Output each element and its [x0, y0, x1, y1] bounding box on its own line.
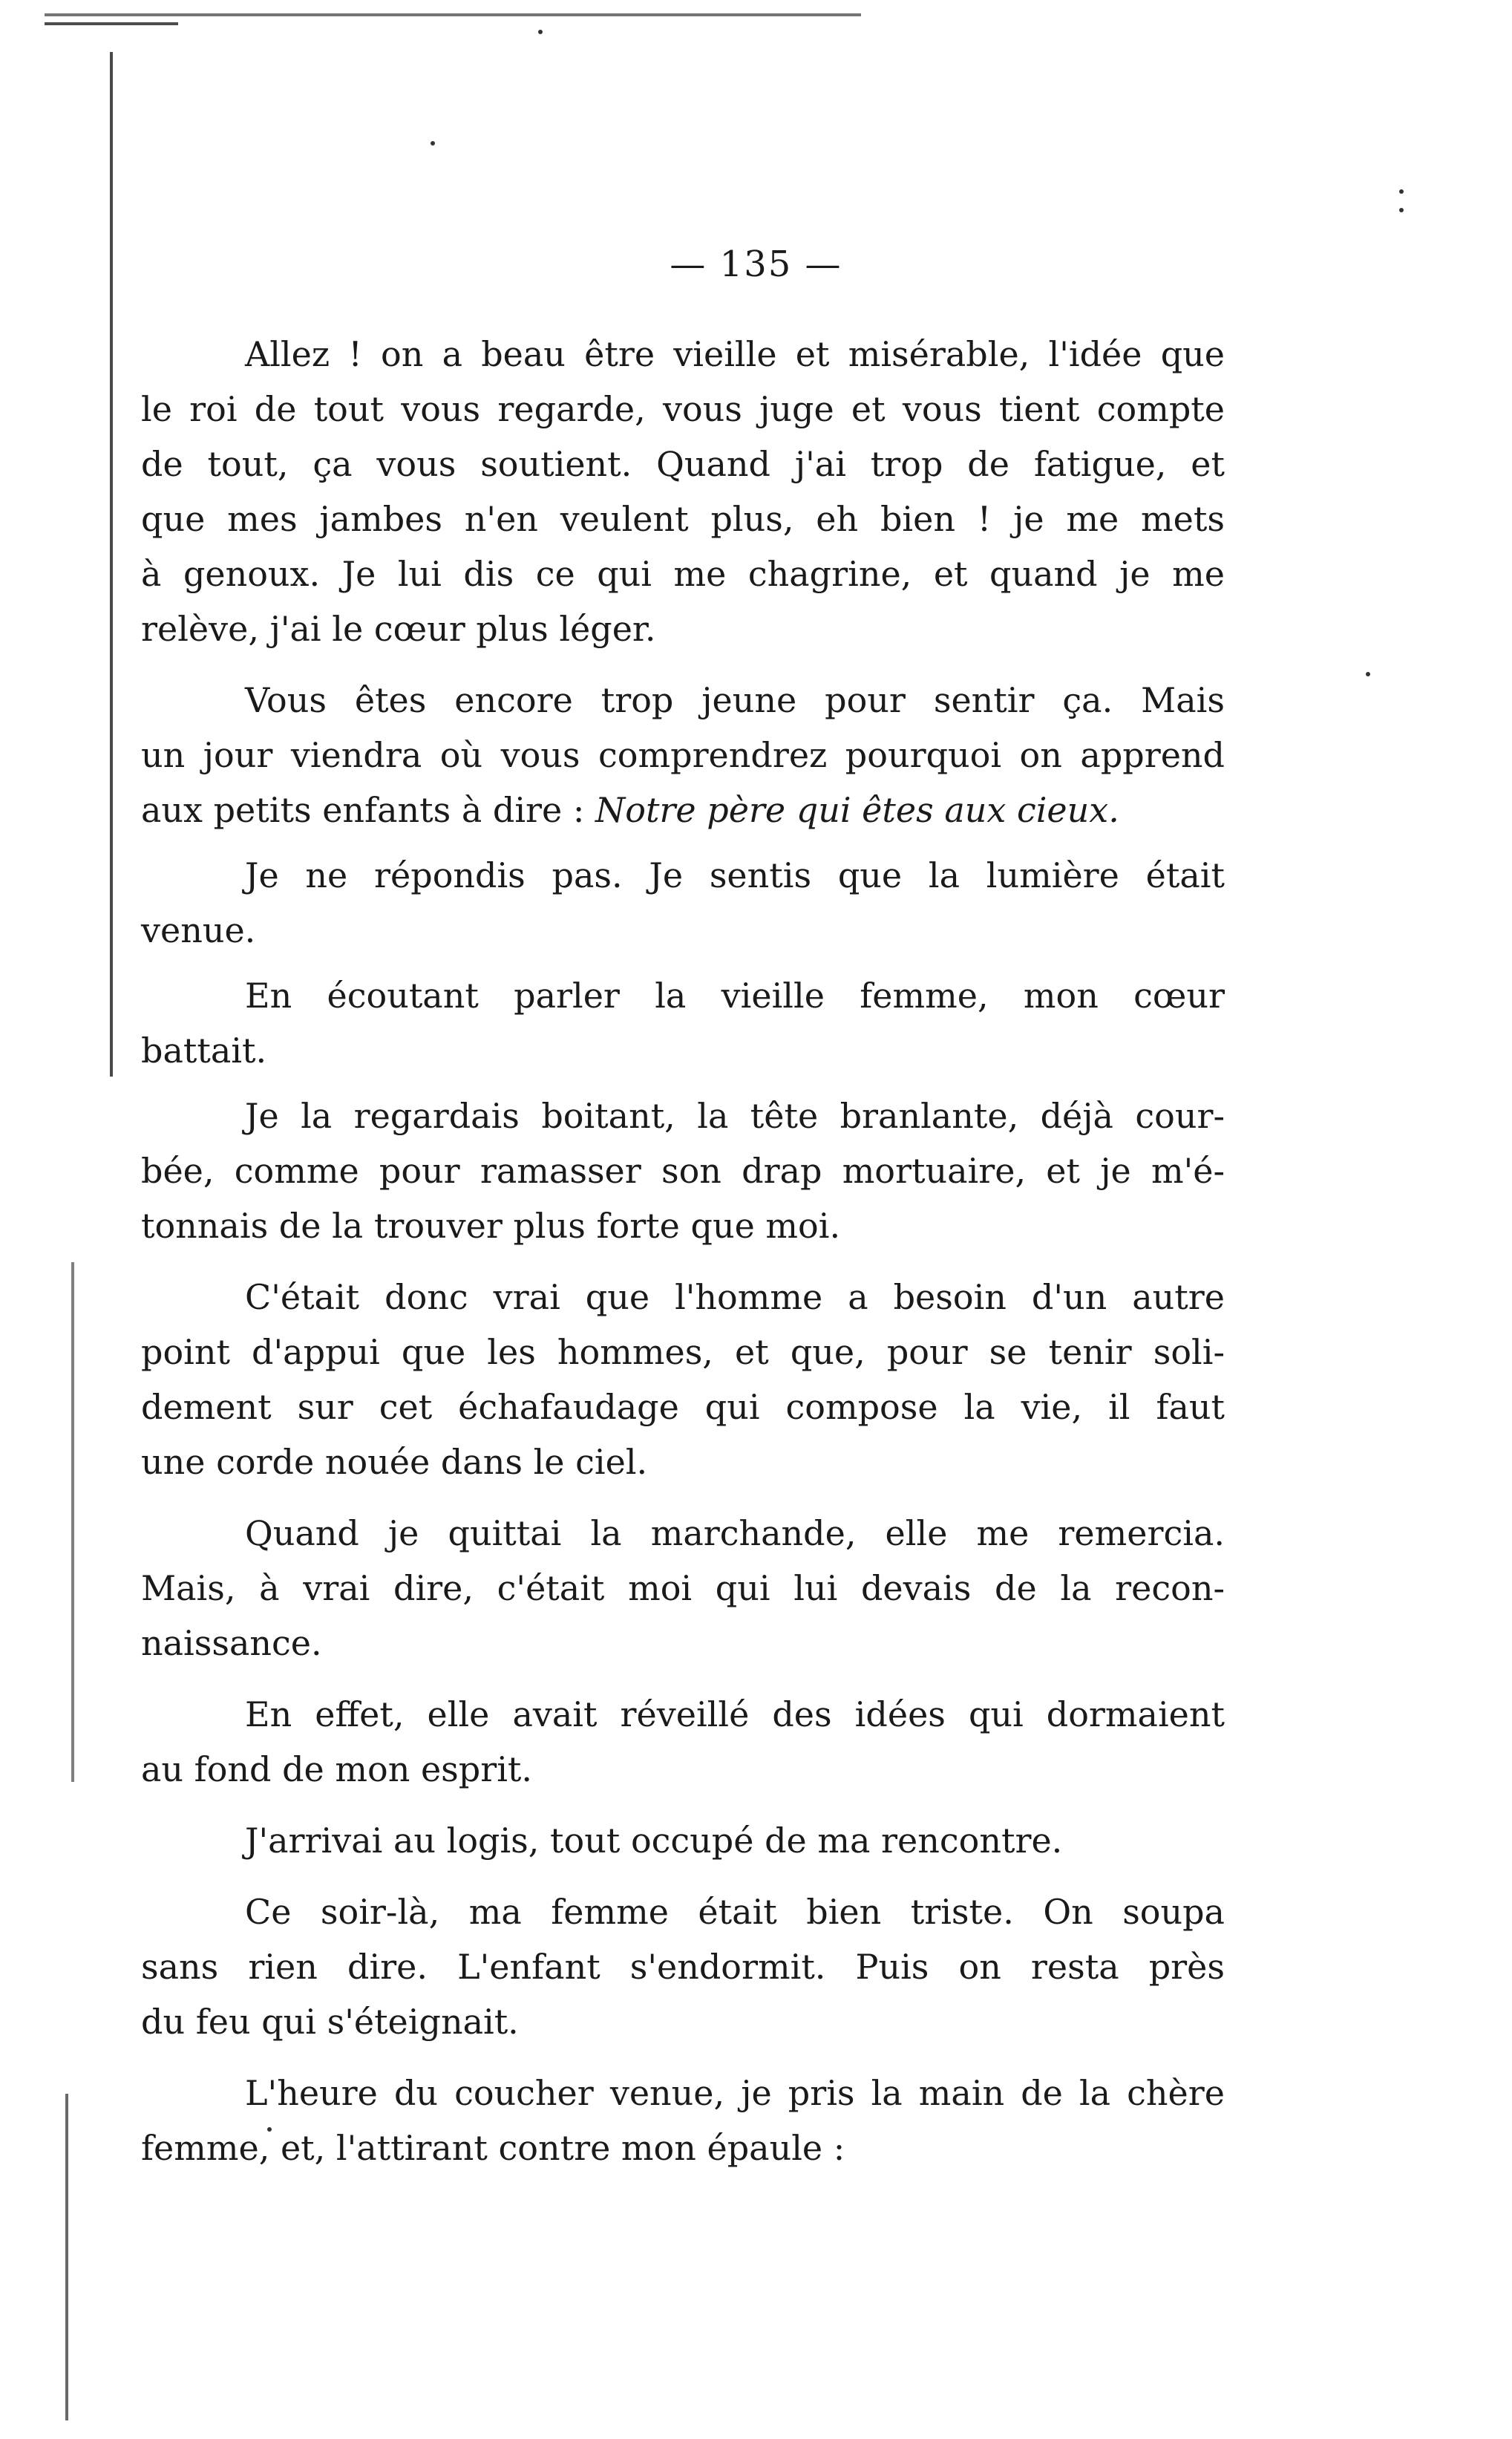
- scan-top-rule: [45, 13, 861, 16]
- text-line: une corde nouée dans le ciel.: [141, 1442, 648, 1482]
- scan-speck: [538, 30, 543, 34]
- scan-top-rule-mark: [45, 22, 178, 25]
- paragraph: [141, 1884, 1225, 2049]
- text-line: bée, comme pour ramasser son drap mortuaire, et je m'é-: [141, 1151, 1225, 1191]
- body-text: [141, 327, 1225, 2175]
- text-line: C'était donc vrai que l'homme a besoin d'un autre: [245, 1277, 1225, 1317]
- text-line: En effet, elle avait réveillé des idées qui dormaient: [245, 1694, 1225, 1734]
- scan-margin-line: [71, 1262, 74, 1782]
- text-line: Vous êtes encore trop jeune pour sentir ça. Mais: [245, 680, 1225, 720]
- text-line: L'heure du coucher venue, je pris la main de la chère: [245, 2073, 1225, 2113]
- text-line: dement sur cet échafaudage qui compose la vie, il faut: [141, 1387, 1225, 1427]
- text-line: venue.: [141, 910, 256, 950]
- paragraph: [141, 848, 1225, 958]
- scan-margin-line: [110, 52, 113, 1077]
- text-line: Je ne répondis pas. Je sentis que la lumière était: [245, 855, 1225, 895]
- text-line: point d'appui que les hommes, et que, pour se tenir soli-: [141, 1332, 1225, 1372]
- text-line: que mes jambes n'en veulent plus, eh bien ! je me mets: [141, 499, 1225, 539]
- text-line: battait.: [141, 1031, 267, 1071]
- page-number: — 135 —: [670, 244, 842, 285]
- paragraph: [141, 673, 1225, 838]
- text-line: à genoux. Je lui dis ce qui me chagrine, et quand je me: [141, 554, 1225, 594]
- paragraph: [141, 1687, 1225, 1797]
- paragraph: [141, 1506, 1225, 1671]
- text-line: tonnais de la trouver plus forte que moi.: [141, 1206, 841, 1246]
- text-line: naissance.: [141, 1623, 322, 1663]
- text-line: le roi de tout vous regarde, vous juge et vous tient compte: [141, 389, 1225, 429]
- paragraph: [141, 1813, 1225, 1868]
- text-line: sans rien dire. L'enfant s'endormit. Puis on resta près: [141, 1947, 1225, 1987]
- text-line: Ce soir-là, ma femme était bien triste. On soupa: [245, 1892, 1225, 1932]
- scan-speck: [1399, 189, 1404, 194]
- scan-speck: [1366, 672, 1370, 676]
- text-line: un jour viendra où vous comprendrez pourquoi on apprend: [141, 735, 1225, 775]
- scan-speck: [1399, 208, 1404, 212]
- text-line: du feu qui s'éteignait.: [141, 2002, 519, 2042]
- text-line: au fond de mon esprit.: [141, 1749, 533, 1789]
- text-line: Mais, à vrai dire, c'était moi qui lui devais de la recon-: [141, 1568, 1225, 1608]
- paragraph: [141, 327, 1225, 656]
- paragraph: [141, 2066, 1225, 2175]
- paragraph: [141, 968, 1225, 1078]
- scan-speck: [431, 141, 435, 146]
- text-line: J'arrivai au logis, tout occupé de ma rencontre.: [245, 1821, 1063, 1861]
- text-line: Je la regardais boitant, la tête branlante, déjà cour-: [245, 1096, 1225, 1136]
- text-line: femme, et, l'attirant contre mon épaule :: [141, 2128, 845, 2168]
- italic-quote: Notre père qui êtes aux cieux.: [595, 790, 1119, 830]
- text-line: de tout, ça vous soutient. Quand j'ai trop de fatigue, et: [141, 444, 1225, 484]
- text-line: aux petits enfants à dire : Notre père qui êtes aux cieux.: [141, 790, 1119, 830]
- scan-margin-line: [65, 2094, 68, 2420]
- text-line: En écoutant parler la vieille femme, mon cœur: [245, 976, 1225, 1016]
- text-line: relève, j'ai le cœur plus léger.: [141, 609, 656, 649]
- text-line: Quand je quittai la marchande, elle me remercia.: [245, 1513, 1225, 1553]
- paragraph: [141, 1088, 1225, 1253]
- paragraph: [141, 1270, 1225, 1489]
- text-line: Allez ! on a beau être vieille et misérable, l'idée que: [245, 334, 1225, 374]
